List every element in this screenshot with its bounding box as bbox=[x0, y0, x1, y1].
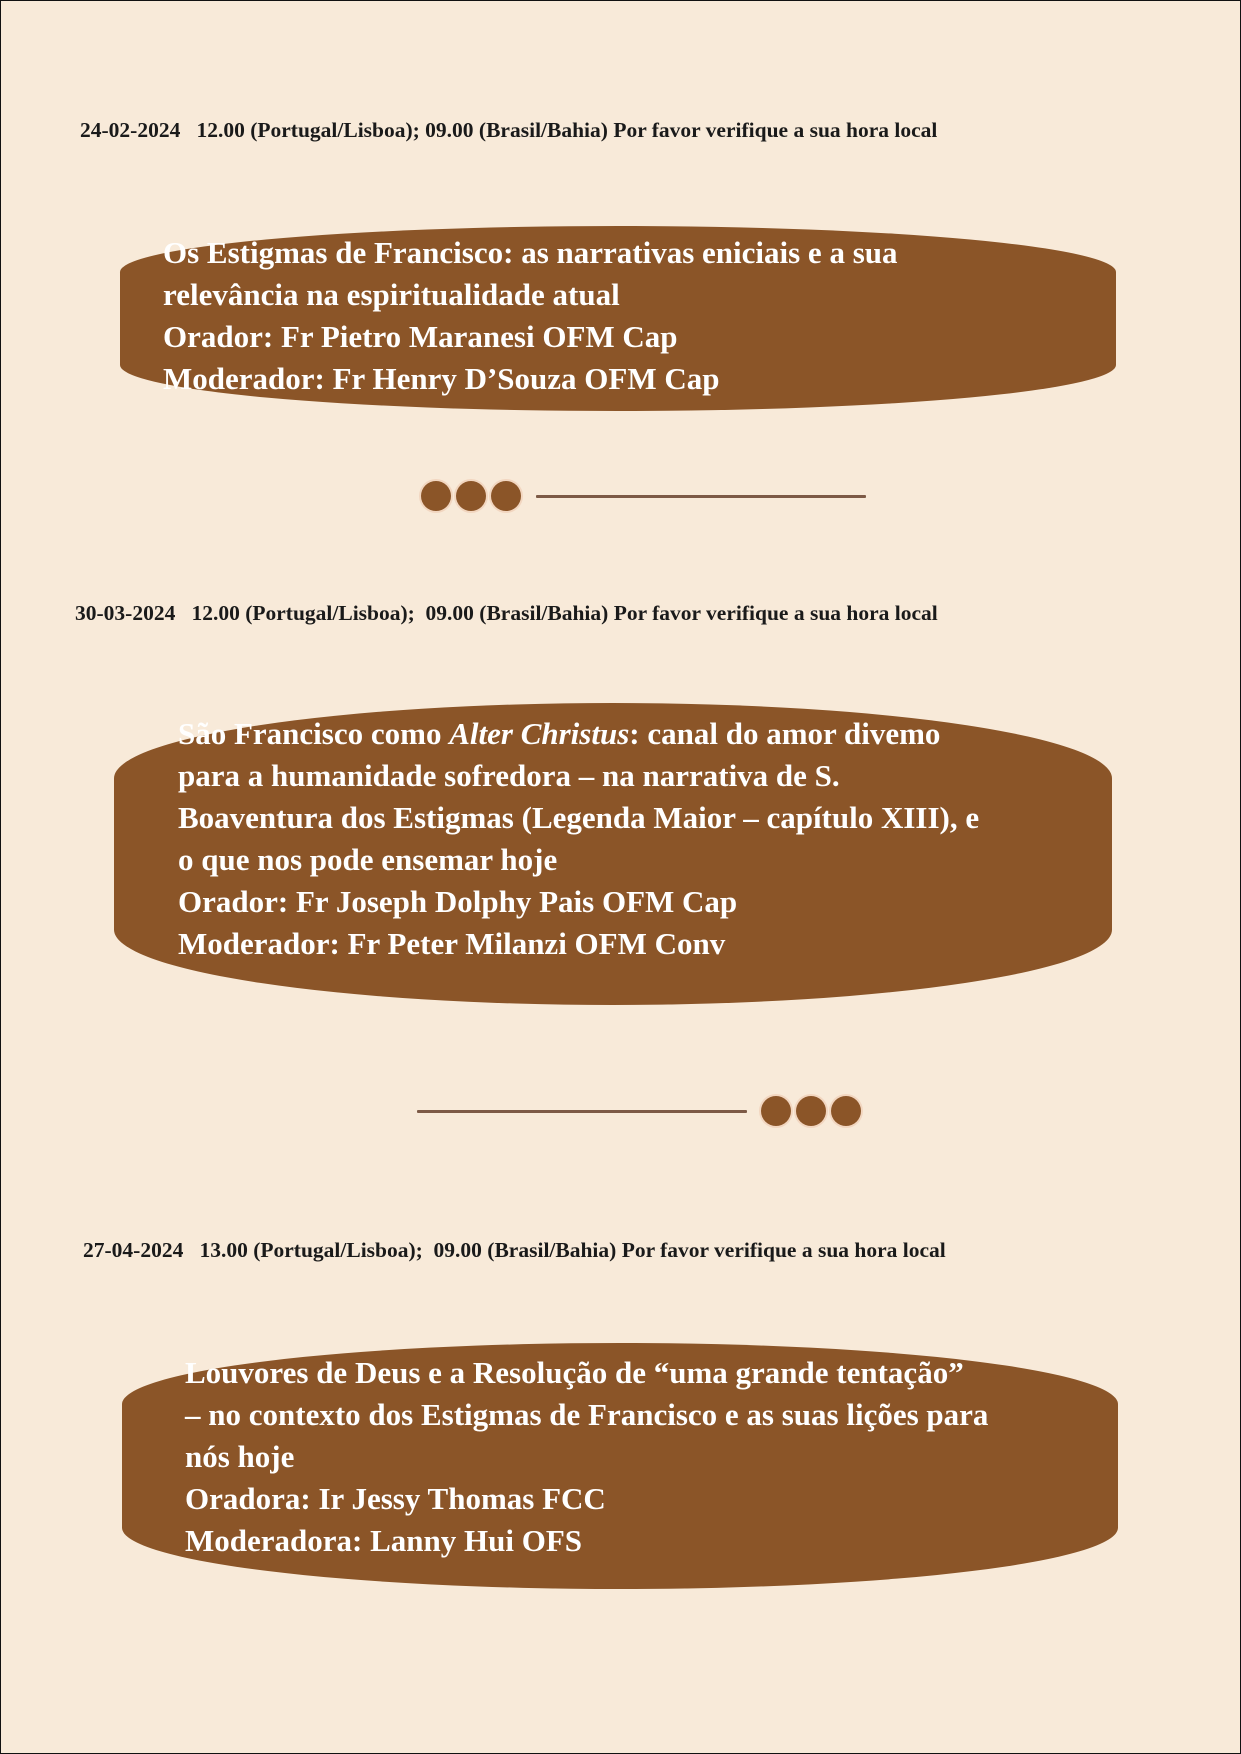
event-2-moderator: Moderador: Fr Peter Milanzi OFM Conv bbox=[178, 926, 726, 961]
event-2-date: 30-03-2024 bbox=[75, 601, 176, 625]
divider-1-dot-icon bbox=[421, 481, 451, 511]
divider-2-dot-icon bbox=[761, 1096, 791, 1126]
event-2-date-line bbox=[75, 601, 938, 626]
event-2-title-line-4: o que nos pode ensemar hoje bbox=[178, 842, 558, 877]
event-2-title-line-1 bbox=[178, 713, 979, 755]
event-1-card-text bbox=[163, 232, 898, 400]
event-1-date-line bbox=[80, 118, 937, 143]
divider-2-rule bbox=[417, 1110, 747, 1113]
event-3-moderator: Moderadora: Lanny Hui OFS bbox=[185, 1523, 583, 1558]
event-2-title-line-2: para a humanidade sofredora – na narrativa de S. bbox=[178, 758, 840, 793]
event-3-title-line-3: nós hoje bbox=[185, 1439, 295, 1474]
event-3-date-line bbox=[83, 1238, 946, 1263]
event-3-speaker: Oradora: Ir Jessy Thomas FCC bbox=[185, 1481, 606, 1516]
event-2-card-text bbox=[178, 713, 979, 965]
event-1-title-line-1: Os Estigmas de Francisco: as narrativas eniciais e a sua bbox=[163, 235, 898, 270]
event-3-date: 27-04-2024 bbox=[83, 1238, 184, 1262]
divider-1-rule bbox=[536, 495, 866, 498]
event-1-date: 24-02-2024 bbox=[80, 118, 181, 142]
divider-2-dot-icon bbox=[831, 1096, 861, 1126]
event-1-card bbox=[120, 226, 1116, 411]
event-1-speaker: Orador: Fr Pietro Maranesi OFM Cap bbox=[163, 319, 678, 354]
divider-2-dot-icon bbox=[796, 1096, 826, 1126]
divider-1-dot-icon bbox=[491, 481, 521, 511]
event-2-schedule: 12.00 (Portugal/Lisboa); 09.00 (Brasil/Bahia) Por favor verifique a sua hora local bbox=[191, 601, 938, 625]
event-3-title-line-2: – no contexto dos Estigmas de Francisco e as suas lições para bbox=[185, 1397, 989, 1432]
event-2-card bbox=[114, 703, 1112, 1005]
event-3-card-text bbox=[185, 1352, 988, 1562]
event-1-schedule: 12.00 (Portugal/Lisboa); 09.00 (Brasil/Bahia) Por favor verifique a sua hora local bbox=[196, 118, 938, 142]
event-2-title-italic: Alter Christus bbox=[449, 716, 630, 751]
event-2-title-suffix: : canal do amor divemo bbox=[629, 716, 941, 751]
event-2-title-prefix: São Francisco como bbox=[178, 716, 450, 751]
divider-1-dot-icon bbox=[456, 481, 486, 511]
event-2-speaker: Orador: Fr Joseph Dolphy Pais OFM Cap bbox=[178, 884, 738, 919]
event-1-title-line-2: relevância na espiritualidade atual bbox=[163, 277, 620, 312]
event-1-moderator: Moderador: Fr Henry D’Souza OFM Cap bbox=[163, 361, 720, 396]
event-3-schedule: 13.00 (Portugal/Lisboa); 09.00 (Brasil/Bahia) Por favor verifique a sua hora local bbox=[199, 1238, 946, 1262]
event-3-title-line-1: Louvores de Deus e a Resolução de “uma grande tentação” bbox=[185, 1355, 964, 1390]
event-3-card bbox=[122, 1343, 1118, 1589]
event-2-title-line-3: Boaventura dos Estigmas (Legenda Maior – capítulo XIII), e bbox=[178, 800, 980, 835]
